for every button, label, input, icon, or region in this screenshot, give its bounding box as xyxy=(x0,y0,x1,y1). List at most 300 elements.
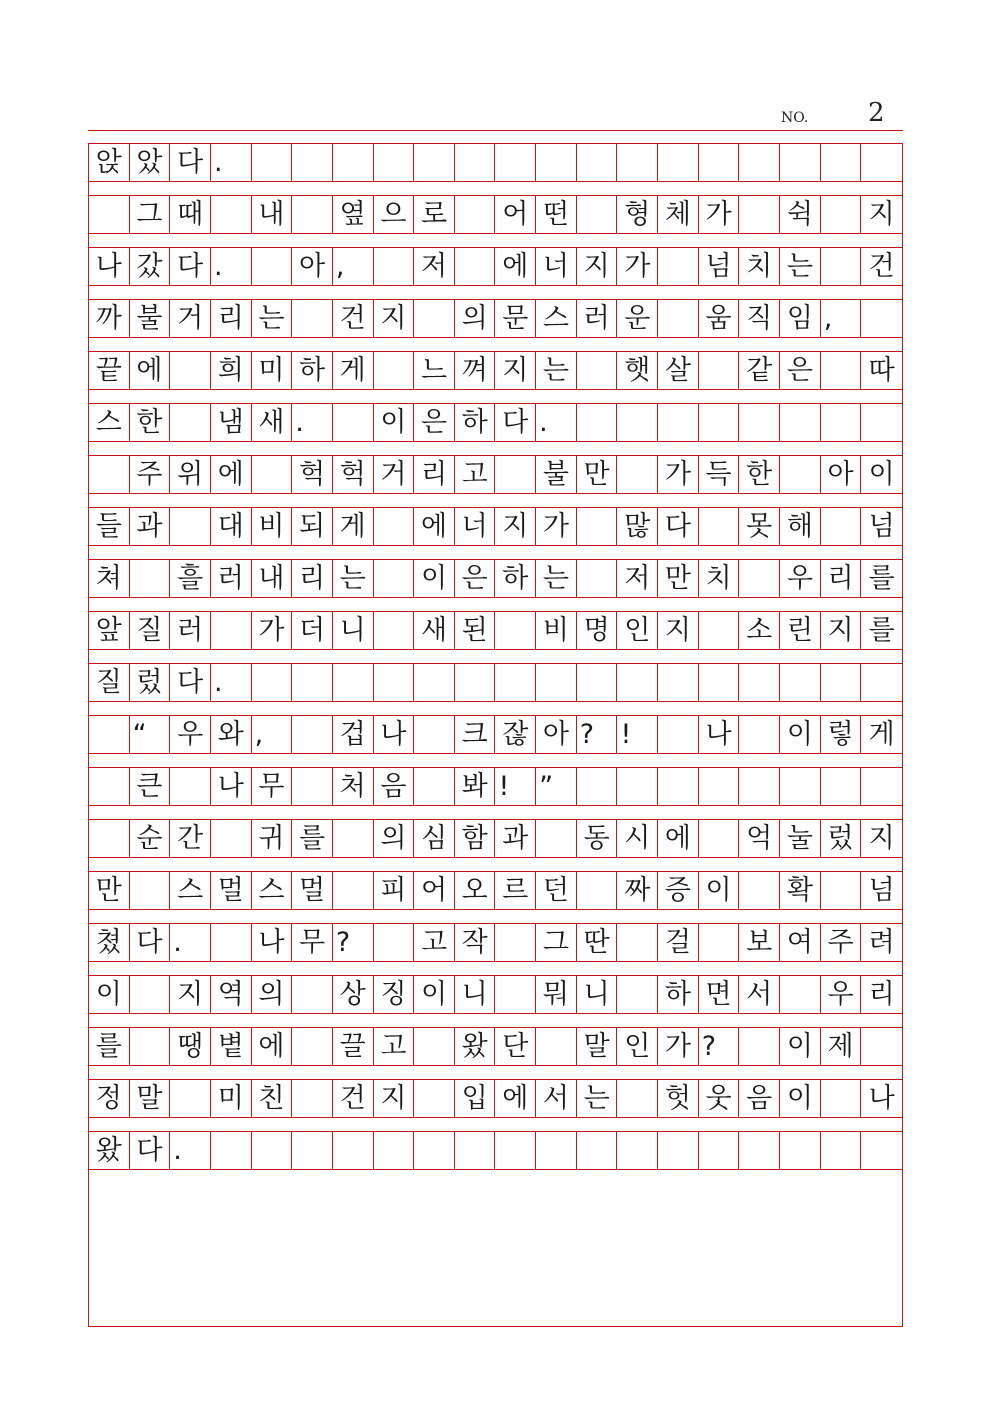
grid-cell: 는 xyxy=(333,560,374,597)
grid-cell: 비 xyxy=(252,508,293,545)
grid-cell xyxy=(170,352,211,389)
grid-cell xyxy=(739,664,780,701)
grid-cell: 를 xyxy=(89,1028,130,1065)
grid-cell: . xyxy=(211,248,252,285)
grid-row xyxy=(89,247,902,286)
grid-cell: 앞 xyxy=(89,612,130,649)
grid-cell xyxy=(739,768,780,805)
grid-cell: 건 xyxy=(333,300,374,337)
grid-cell: 지 xyxy=(374,300,415,337)
grid-cell xyxy=(821,508,862,545)
grid-cell: 미 xyxy=(252,352,293,389)
grid-cell: 너 xyxy=(455,508,496,545)
grid-cell: 스 xyxy=(536,300,577,337)
grid-cell xyxy=(496,612,537,649)
grid-cell xyxy=(252,248,293,285)
grid-cell: 에 xyxy=(211,456,252,493)
grid-cell xyxy=(414,768,455,805)
grid-cell xyxy=(861,300,902,337)
grid-cell xyxy=(252,1132,293,1169)
grid-cell: 지 xyxy=(577,248,618,285)
grid-cell: 살 xyxy=(658,352,699,389)
grid-cell: 해 xyxy=(780,508,821,545)
grid-cell: 아 xyxy=(536,716,577,753)
grid-cell: 니 xyxy=(577,976,618,1013)
grid-cell xyxy=(699,1132,740,1169)
grid-cell: 음 xyxy=(739,1080,780,1117)
grid-cell: 건 xyxy=(868,251,895,282)
grid-cell: 갔 xyxy=(130,248,171,285)
grid-cell xyxy=(617,1132,658,1169)
grid-cell: 나 xyxy=(868,1083,895,1114)
grid-cell xyxy=(780,144,821,181)
grid-cell: 명 xyxy=(577,612,618,649)
grid-cell: 가 xyxy=(699,196,740,233)
grid-cell: 왔 xyxy=(455,1028,496,1065)
grid-cell: 순 xyxy=(130,820,171,857)
grid-cell: 에 xyxy=(496,248,537,285)
grid-cell xyxy=(739,404,780,441)
grid-cell: 주 xyxy=(130,456,171,493)
grid-cell: 임 xyxy=(780,300,821,337)
grid-cell: 볕 xyxy=(211,1028,252,1065)
grid-cell: 하 xyxy=(292,352,333,389)
grid-cell xyxy=(861,664,902,701)
grid-cell xyxy=(130,872,171,909)
grid-cell xyxy=(617,144,658,181)
grid-cell: 새 xyxy=(414,612,455,649)
grid-row xyxy=(89,455,902,494)
grid-cell xyxy=(699,612,740,649)
grid-cell xyxy=(292,664,333,701)
grid-cell xyxy=(699,352,740,389)
grid-cell xyxy=(292,976,333,1013)
grid-cell xyxy=(739,144,780,181)
grid-cell xyxy=(496,924,537,961)
grid-cell: 때 xyxy=(170,196,211,233)
grid-cell xyxy=(536,1028,577,1065)
grid-cell xyxy=(333,872,374,909)
grid-cell: 고 xyxy=(374,1028,415,1065)
grid-cell: 불 xyxy=(130,300,171,337)
grid-cell: ! xyxy=(617,716,658,753)
grid-cell xyxy=(292,1080,333,1117)
grid-cell: 이 xyxy=(414,560,455,597)
grid-cell: 더 xyxy=(292,612,333,649)
grid-cell: 다 xyxy=(130,1132,171,1169)
grid-cell xyxy=(292,196,333,233)
grid-cell: 는 xyxy=(252,300,293,337)
grid-row xyxy=(89,507,902,546)
grid-cell: 제 xyxy=(821,1028,862,1065)
grid-cell xyxy=(333,820,374,857)
grid-cell xyxy=(821,144,862,181)
grid-cell: 봐 xyxy=(455,768,496,805)
grid-cell: 인 xyxy=(617,612,658,649)
grid-cell: 동 xyxy=(577,820,618,857)
grid-cell xyxy=(455,1132,496,1169)
page-number: 2 xyxy=(868,98,885,128)
grid-cell: 많 xyxy=(617,508,658,545)
grid-cell xyxy=(374,248,415,285)
grid-cell xyxy=(658,300,699,337)
grid-cell xyxy=(780,664,821,701)
grid-cell: 득 xyxy=(699,456,740,493)
grid-cell: 처 xyxy=(333,768,374,805)
grid-cell xyxy=(374,664,415,701)
grid-cell: ? xyxy=(577,716,618,753)
grid-cell xyxy=(455,144,496,181)
grid-cell: 아 xyxy=(292,248,333,285)
grid-cell: 과 xyxy=(130,508,171,545)
grid-cell xyxy=(130,560,171,597)
grid-row xyxy=(89,351,902,390)
grid-cell: 껴 xyxy=(455,352,496,389)
grid-cell xyxy=(780,976,821,1013)
grid-cell: 는 xyxy=(536,352,577,389)
grid-cell: . xyxy=(170,924,211,961)
grid-cell: 같 xyxy=(739,352,780,389)
grid-cell xyxy=(414,1132,455,1169)
grid-cell: 나 xyxy=(89,248,130,285)
grid-cell xyxy=(699,144,740,181)
grid-cell: 거 xyxy=(374,456,415,493)
grid-cell: 친 xyxy=(252,1080,293,1117)
grid-cell: 가 xyxy=(617,248,658,285)
grid-cell: 헛 xyxy=(658,1080,699,1117)
grid-cell: 저 xyxy=(617,560,658,597)
grid-row xyxy=(89,923,902,962)
grid-cell: 한 xyxy=(130,404,171,441)
grid-cell xyxy=(861,404,902,441)
grid-cell: 희 xyxy=(211,352,252,389)
grid-cell: 로 xyxy=(414,196,455,233)
grid-cell xyxy=(89,456,130,493)
grid-cell: 치 xyxy=(699,560,740,597)
grid-cell: 만 xyxy=(658,560,699,597)
grid-cell: 서 xyxy=(739,976,780,1013)
grid-cell: 나 xyxy=(252,924,293,961)
grid-cell: “ xyxy=(130,716,171,753)
grid-cell xyxy=(780,768,821,805)
grid-cell xyxy=(617,976,658,1013)
grid-cell: 대 xyxy=(211,508,252,545)
grid-cell: 리 xyxy=(868,979,895,1010)
grid-cell: 은 xyxy=(455,560,496,597)
grid-cell: 못 xyxy=(739,508,780,545)
grid-cell xyxy=(658,248,699,285)
grid-cell xyxy=(496,144,537,181)
grid-cell xyxy=(292,144,333,181)
grid-cell xyxy=(861,768,902,805)
grid-cell xyxy=(455,196,496,233)
grid-cell: 다 xyxy=(170,248,211,285)
grid-cell: . xyxy=(211,664,252,701)
grid-cell: 렀 xyxy=(821,820,862,857)
grid-cell: 끌 xyxy=(333,1028,374,1065)
grid-cell xyxy=(739,560,780,597)
grid-cell: 그 xyxy=(536,924,577,961)
grid-cell xyxy=(374,144,415,181)
header-rule xyxy=(88,130,903,131)
grid-cell xyxy=(414,300,455,337)
grid-row xyxy=(89,663,902,702)
grid-cell xyxy=(292,768,333,805)
grid-row xyxy=(89,767,902,806)
grid-cell: 인 xyxy=(617,1028,658,1065)
grid-row xyxy=(89,403,902,442)
grid-cell: 리 xyxy=(292,560,333,597)
grid-cell: 쉭 xyxy=(780,196,821,233)
grid-cell: 옆 xyxy=(333,196,374,233)
grid-cell xyxy=(496,456,537,493)
manuscript-grid-paper xyxy=(88,143,903,1327)
grid-cell xyxy=(658,1132,699,1169)
grid-cell: 불 xyxy=(536,456,577,493)
grid-cell: 크 xyxy=(455,716,496,753)
grid-cell xyxy=(536,664,577,701)
grid-cell: 증 xyxy=(658,872,699,909)
grid-row xyxy=(89,1131,902,1170)
grid-cell: 새 xyxy=(252,404,293,441)
grid-cell: 피 xyxy=(374,872,415,909)
grid-cell: 은 xyxy=(780,352,821,389)
grid-cell: 서 xyxy=(536,1080,577,1117)
grid-cell: 에 xyxy=(252,1028,293,1065)
no-label: NO. xyxy=(781,110,809,126)
grid-cell xyxy=(496,664,537,701)
grid-cell: 역 xyxy=(211,976,252,1013)
grid-cell: 여 xyxy=(780,924,821,961)
grid-cell: 말 xyxy=(577,1028,618,1065)
grid-cell: 질 xyxy=(89,664,130,701)
grid-cell xyxy=(536,820,577,857)
grid-cell: 정 xyxy=(89,1080,130,1117)
grid-cell xyxy=(170,508,211,545)
grid-row xyxy=(89,1079,902,1118)
grid-cell: 무 xyxy=(252,768,293,805)
grid-cell: 넘 xyxy=(868,875,895,906)
grid-cell xyxy=(496,1132,537,1169)
grid-cell xyxy=(89,768,130,805)
grid-cell xyxy=(130,1028,171,1065)
grid-row xyxy=(89,715,902,754)
grid-cell: 이 xyxy=(780,716,821,753)
grid-cell: 작 xyxy=(455,924,496,961)
grid-cell: 러 xyxy=(577,300,618,337)
grid-cell xyxy=(617,404,658,441)
grid-cell xyxy=(577,508,618,545)
grid-cell: 입 xyxy=(455,1080,496,1117)
grid-cell xyxy=(333,404,374,441)
grid-cell xyxy=(739,872,780,909)
grid-cell: 어 xyxy=(414,872,455,909)
grid-cell: 지 xyxy=(868,199,895,230)
grid-cell xyxy=(780,1132,821,1169)
grid-cell xyxy=(333,144,374,181)
grid-cell: ” xyxy=(536,768,577,805)
grid-cell: 떤 xyxy=(536,196,577,233)
grid-cell: 우 xyxy=(780,560,821,597)
grid-cell xyxy=(496,976,537,1013)
grid-cell xyxy=(617,456,658,493)
grid-cell: 잖 xyxy=(496,716,537,753)
grid-cell xyxy=(780,404,821,441)
grid-cell xyxy=(658,144,699,181)
grid-cell: . xyxy=(170,1132,211,1169)
grid-cell xyxy=(780,456,821,493)
grid-cell: 멀 xyxy=(211,872,252,909)
grid-row xyxy=(89,299,902,338)
grid-cell: 소 xyxy=(739,612,780,649)
grid-cell xyxy=(658,768,699,805)
grid-cell: 시 xyxy=(617,820,658,857)
grid-cell: 를 xyxy=(868,563,895,594)
grid-cell: 보 xyxy=(739,924,780,961)
grid-cell: 스 xyxy=(89,404,130,441)
grid-cell xyxy=(577,560,618,597)
grid-cell xyxy=(89,820,130,857)
grid-cell: 직 xyxy=(739,300,780,337)
grid-cell: 리 xyxy=(414,456,455,493)
grid-cell xyxy=(577,144,618,181)
grid-cell: 가 xyxy=(536,508,577,545)
grid-cell: 던 xyxy=(536,872,577,909)
grid-cell: 스 xyxy=(170,872,211,909)
grid-cell: 스 xyxy=(252,872,293,909)
grid-cell xyxy=(861,1132,902,1169)
grid-cell: 으 xyxy=(374,196,415,233)
grid-cell: 눌 xyxy=(780,820,821,857)
grid-cell xyxy=(170,768,211,805)
grid-cell xyxy=(374,560,415,597)
grid-cell: 냄 xyxy=(211,404,252,441)
grid-cell: 나 xyxy=(211,768,252,805)
grid-cell xyxy=(536,144,577,181)
grid-row xyxy=(89,611,902,650)
grid-cell: , xyxy=(333,248,374,285)
grid-cell xyxy=(739,716,780,753)
grid-cell: 다 xyxy=(170,144,211,181)
grid-cell: 내 xyxy=(252,196,293,233)
grid-row xyxy=(89,144,902,182)
grid-cell xyxy=(374,924,415,961)
grid-cell xyxy=(170,404,211,441)
grid-cell: 치 xyxy=(739,248,780,285)
grid-cell: 넘 xyxy=(868,511,895,542)
grid-cell: 귀 xyxy=(252,820,293,857)
grid-cell xyxy=(374,612,415,649)
grid-cell: 과 xyxy=(496,820,537,857)
grid-cell: 지 xyxy=(658,612,699,649)
grid-row xyxy=(89,819,902,858)
grid-cell xyxy=(821,1132,862,1169)
grid-cell: 내 xyxy=(252,560,293,597)
grid-cell: 는 xyxy=(780,248,821,285)
grid-cell: 이 xyxy=(89,976,130,1013)
grid-cell: 면 xyxy=(699,976,740,1013)
grid-cell: 다 xyxy=(130,924,171,961)
grid-cell xyxy=(577,872,618,909)
grid-cell: . xyxy=(292,404,333,441)
grid-cell: 음 xyxy=(374,768,415,805)
grid-cell: 러 xyxy=(211,560,252,597)
grid-cell: 너 xyxy=(536,248,577,285)
grid-cell xyxy=(617,768,658,805)
grid-cell: 헉 xyxy=(333,456,374,493)
grid-cell xyxy=(617,664,658,701)
grid-cell: 와 xyxy=(211,716,252,753)
grid-cell: 된 xyxy=(455,612,496,649)
grid-cell: 햇 xyxy=(617,352,658,389)
grid-cell xyxy=(414,1028,455,1065)
grid-cell xyxy=(292,1132,333,1169)
grid-cell xyxy=(292,300,333,337)
grid-cell xyxy=(577,404,618,441)
grid-cell: 나 xyxy=(374,716,415,753)
grid-cell: 나 xyxy=(699,716,740,753)
grid-row xyxy=(89,975,902,1014)
grid-cell: 멀 xyxy=(292,872,333,909)
grid-cell: 다 xyxy=(658,508,699,545)
grid-cell xyxy=(861,144,902,181)
grid-cell: 딴 xyxy=(577,924,618,961)
grid-row xyxy=(89,871,902,910)
grid-cell: 왔 xyxy=(89,1132,130,1169)
grid-cell: 르 xyxy=(496,872,537,909)
grid-cell xyxy=(211,196,252,233)
grid-cell xyxy=(292,716,333,753)
grid-cell: 가 xyxy=(252,612,293,649)
grid-cell: 렀 xyxy=(130,664,171,701)
grid-cell xyxy=(577,664,618,701)
grid-cell: 리 xyxy=(211,300,252,337)
grid-cell xyxy=(170,1080,211,1117)
grid-cell xyxy=(211,1132,252,1169)
grid-cell: 지 xyxy=(821,612,862,649)
grid-cell: 지 xyxy=(496,508,537,545)
grid-cell: 고 xyxy=(455,456,496,493)
grid-cell: 건 xyxy=(333,1080,374,1117)
grid-cell: . xyxy=(536,404,577,441)
grid-cell: 헉 xyxy=(292,456,333,493)
grid-cell: 게 xyxy=(333,352,374,389)
grid-cell: 니 xyxy=(333,612,374,649)
grid-cell xyxy=(739,196,780,233)
grid-cell: 되 xyxy=(292,508,333,545)
grid-cell: 를 xyxy=(292,820,333,857)
grid-cell xyxy=(130,976,171,1013)
grid-cell: 다 xyxy=(170,664,211,701)
grid-cell: ? xyxy=(699,1028,740,1065)
grid-cell xyxy=(658,664,699,701)
grid-cell xyxy=(699,768,740,805)
grid-cell xyxy=(821,768,862,805)
grid-cell: 만 xyxy=(577,456,618,493)
grid-cell: 린 xyxy=(780,612,821,649)
grid-cell: 웃 xyxy=(699,1080,740,1117)
grid-cell: 체 xyxy=(658,196,699,233)
grid-cell xyxy=(414,144,455,181)
grid-cell xyxy=(252,664,293,701)
grid-cell: 다 xyxy=(496,404,537,441)
grid-cell xyxy=(414,1080,455,1117)
grid-cell xyxy=(414,664,455,701)
grid-cell: 의 xyxy=(455,300,496,337)
grid-cell: 큰 xyxy=(130,768,171,805)
grid-cell xyxy=(211,820,252,857)
grid-cell: 는 xyxy=(577,1080,618,1117)
